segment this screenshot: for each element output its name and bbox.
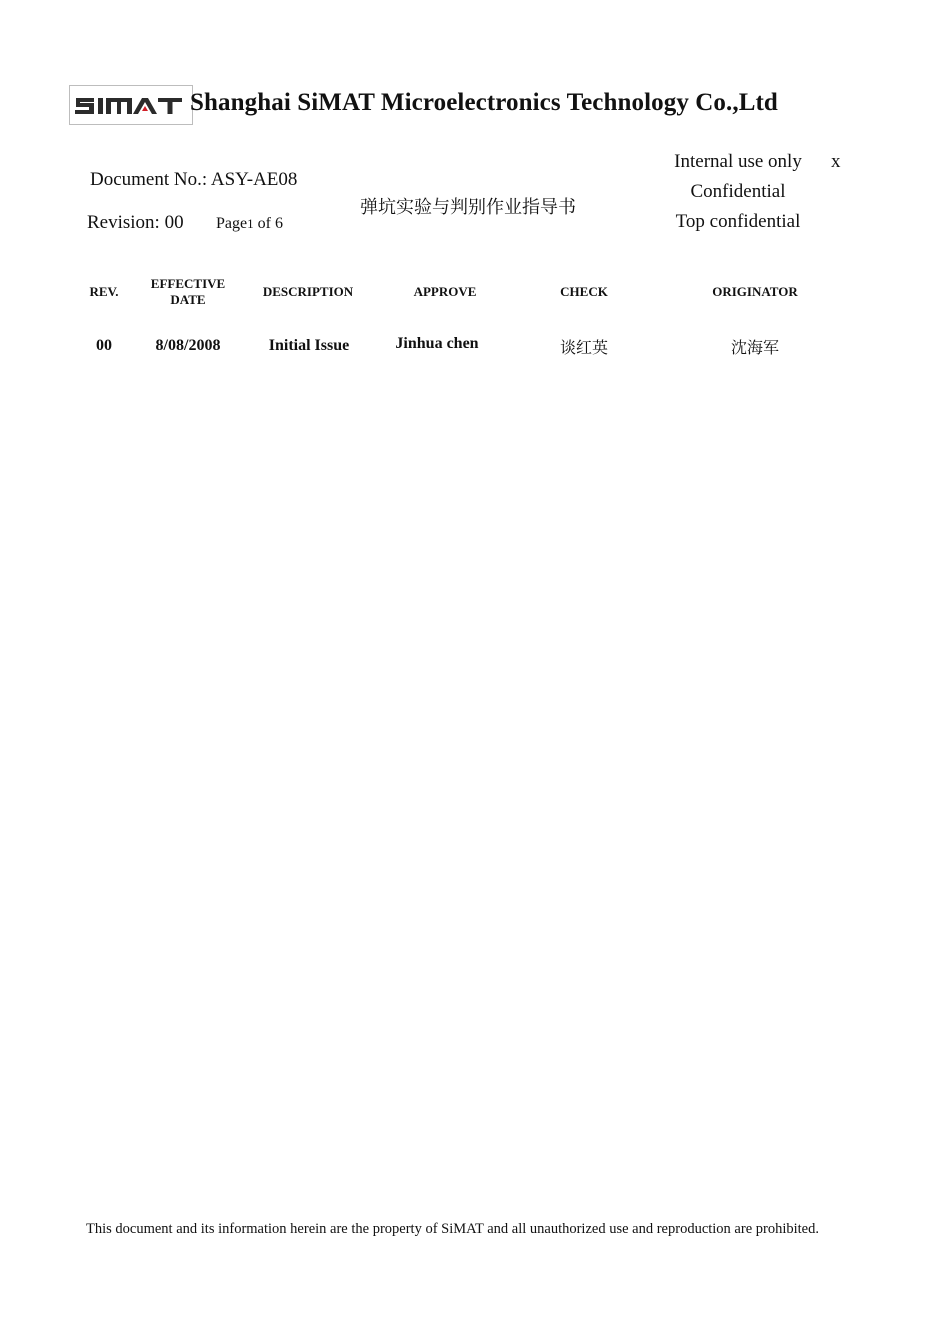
company-logo <box>69 85 193 125</box>
page-suffix: of 6 <box>253 215 283 232</box>
simat-logo-mark <box>70 86 192 124</box>
header-effective-date <box>140 276 236 308</box>
classification-internal-use-only: Internal use only <box>674 151 802 172</box>
row-check: 谈红英 <box>559 338 608 357</box>
document-revision: Revision: 00 <box>87 212 184 233</box>
page-prefix: Page <box>216 215 248 232</box>
header-effective-line1: EFFECTIVE <box>150 276 226 291</box>
document-title: 弹坑实验与判别作业指导书 <box>360 197 576 218</box>
company-name: Shanghai SiMAT Microelectronics Technology Co.,Ltd <box>190 89 778 116</box>
header-check: CHECK <box>560 284 608 299</box>
row-effective-date: 8/08/2008 <box>155 337 221 354</box>
classification-selected-mark: x <box>831 151 841 172</box>
page-current: 1 <box>247 216 254 231</box>
row-description: Initial Issue <box>268 337 350 354</box>
header-effective-line2: DATE <box>170 292 206 307</box>
header-approve: APPROVE <box>413 284 477 299</box>
classification-confidential: Confidential <box>690 181 786 202</box>
row-approve: Jinhua chen <box>395 335 479 352</box>
header-rev: REV. <box>89 284 119 299</box>
document-number: Document No.: ASY-AE08 <box>90 169 298 190</box>
footer-notice: This document and its information herein are the property of SiMAT and all unauthorized use and reproduction are prohibited. <box>86 1221 819 1237</box>
header-description: DESCRIPTION <box>262 284 354 299</box>
row-rev: 00 <box>96 337 112 354</box>
page-indicator <box>216 215 283 233</box>
header-originator: ORIGINATOR <box>712 284 798 299</box>
classification-top-confidential: Top confidential <box>675 211 801 232</box>
row-originator: 沈海军 <box>730 338 779 357</box>
